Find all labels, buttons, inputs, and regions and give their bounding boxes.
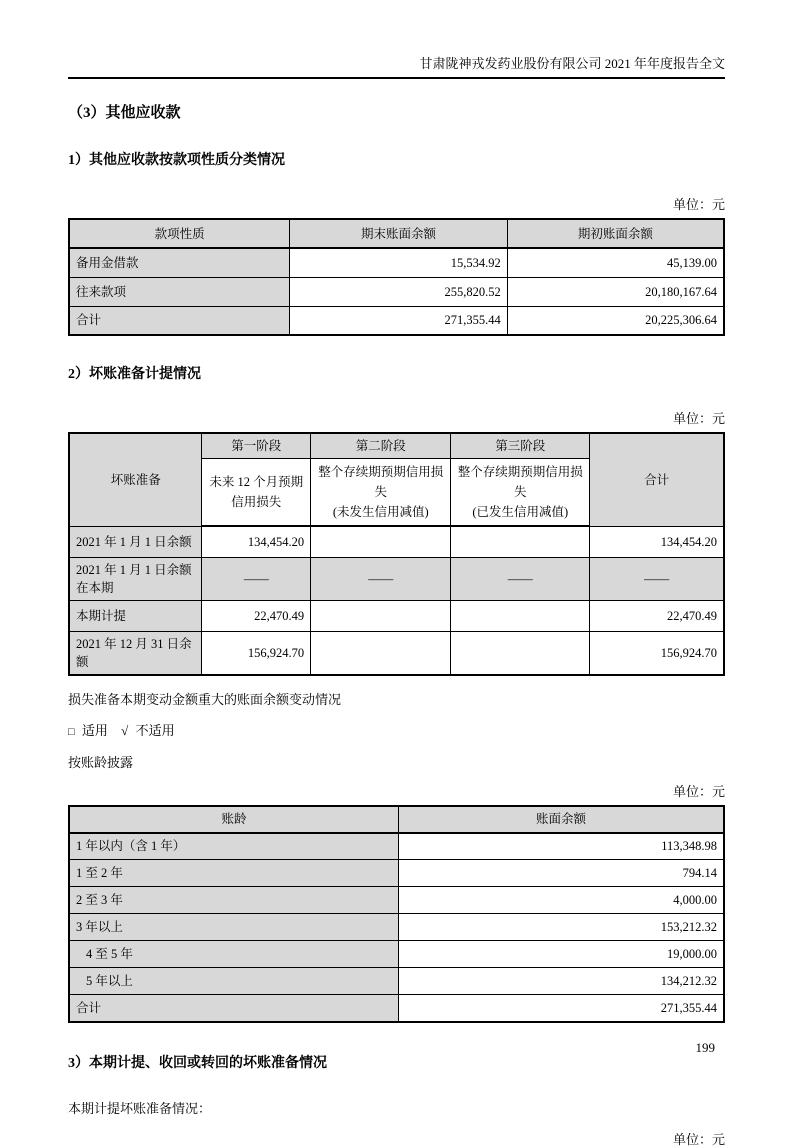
balance-value: 113,348.98 [398,833,724,860]
stage1-value: 22,470.49 [202,600,311,631]
aging-disclosure-note: 按账龄披露 [68,754,134,770]
table-header-row [69,219,724,248]
beginning-balance-value: 45,139.00 [507,248,724,277]
unit-label-2: 单位：元 [672,411,725,426]
aging-label: 5 年以上 [69,968,398,995]
ending-balance-total: 271,355.44 [290,306,507,335]
subsection-title-provision-recovery: 3）本期计提、收回或转回的坏账准备情况 [68,1055,327,1071]
aging-label: 1 年以内（含 1 年） [69,833,398,860]
stage3-subheader-line2: (已发生信用减值) [472,505,569,519]
total-header: 合计 [590,433,724,526]
table-aging [68,805,725,1023]
ending-balance-value: 15,534.92 [290,248,507,277]
stage2-subheader-line1: 整个存续期预期信用损失 [318,465,444,499]
table-by-nature [68,218,725,336]
col-header-ending-balance: 期末账面余额 [290,219,507,248]
check-icon: √ [121,722,129,738]
stage2-subheader-line2: (未发生信用减值) [332,505,429,519]
stage3-value [451,631,590,675]
subsection-title-by-nature: 1）其他应收款按款项性质分类情况 [68,153,285,168]
table-row [69,248,724,277]
table-row [69,887,724,914]
balance-value: 4,000.00 [398,887,724,914]
aging-label: 3 年以上 [69,914,398,941]
row-label: 2021 年 1 月 1 日余额 [69,526,202,557]
stage1-header: 第一阶段 [202,433,311,459]
stage3-header: 第三阶段 [451,433,590,459]
stage1-value: 134,454.20 [202,526,311,557]
stage2-value [311,600,451,631]
stage2-subheader [311,459,451,527]
unchecked-checkbox-icon: □ [68,725,75,738]
balance-total: 271,355.44 [398,995,724,1022]
table-row-opening-in-period [69,557,724,600]
stage2-value [311,631,451,675]
stage1-subheader: 未来 12 个月预期信用损失 [202,459,311,527]
col-header-aging: 账龄 [69,806,398,833]
applicability-line [68,720,725,739]
row-label: 往来款项 [69,277,290,306]
balance-value: 153,212.32 [398,914,724,941]
table-row [69,833,724,860]
table-row-current-provision [69,600,724,631]
section-title-other-receivables: （3）其他应收款 [68,105,181,121]
col-header-book-balance: 账面余额 [398,806,724,833]
table-row [69,860,724,887]
header-divider [68,77,725,79]
row-label: 本期计提 [69,600,202,631]
aging-label: 2 至 3 年 [69,887,398,914]
stage2-value: —— [311,557,451,600]
total-value: —— [590,557,724,600]
stage3-value [451,600,590,631]
table-row-closing-balance [69,631,724,675]
table-total-row [69,995,724,1022]
total-value: 134,454.20 [590,526,724,557]
current-provision-note: 本期计提坏账准备情况： [68,1100,212,1116]
subsection-title-bad-debt: 2）坏账准备计提情况 [68,367,201,382]
aging-label: 1 至 2 年 [69,860,398,887]
stage3-value: —— [451,557,590,600]
total-label: 合计 [69,995,398,1022]
report-header-title: 甘肃陇神戎发药业股份有限公司 2021 年年度报告全文 [419,56,725,71]
table-row [69,941,724,968]
table-row [69,968,724,995]
not-applicable-label: 不适用 [135,722,175,738]
stage2-value [311,526,451,557]
beginning-balance-value: 20,180,167.64 [507,277,724,306]
total-label: 合计 [69,306,290,335]
table-header-row [69,806,724,833]
total-value: 22,470.49 [590,600,724,631]
ending-balance-value: 255,820.52 [290,277,507,306]
table-header-row-stages [69,433,724,459]
unit-label-4: 单位：元 [672,1131,725,1147]
stage3-value [451,526,590,557]
balance-value: 19,000.00 [398,941,724,968]
col-header-beginning-balance: 期初账面余额 [507,219,724,248]
unit-label-1: 单位：元 [672,197,725,212]
unit-label-3: 单位：元 [672,783,725,799]
stage3-subheader [451,459,590,527]
stage2-header: 第二阶段 [311,433,451,459]
row-label: 2021 年 12 月 31 日余额 [69,631,202,675]
page-number: 199 [695,1040,715,1055]
stage1-value: —— [202,557,311,600]
table-row [69,914,724,941]
balance-value: 794.14 [398,860,724,887]
col-header-nature: 款项性质 [69,219,290,248]
table-row-opening-balance [69,526,724,557]
total-value: 156,924.70 [590,631,724,675]
loss-provision-note: 损失准备本期变动金额重大的账面余额变动情况 [68,691,342,707]
table-bad-debt-provision [68,432,725,676]
stage3-subheader-line1: 整个存续期预期信用损失 [457,465,583,499]
row-label: 2021 年 1 月 1 日余额在本期 [69,557,202,600]
aging-label: 4 至 5 年 [69,941,398,968]
beginning-balance-total: 20,225,306.64 [507,306,724,335]
table-row [69,277,724,306]
stage1-value: 156,924.70 [202,631,311,675]
applicable-label: 适用 [81,722,108,738]
table-total-row [69,306,724,335]
corner-header: 坏账准备 [69,433,202,526]
row-label: 备用金借款 [69,248,290,277]
balance-value: 134,212.32 [398,968,724,995]
